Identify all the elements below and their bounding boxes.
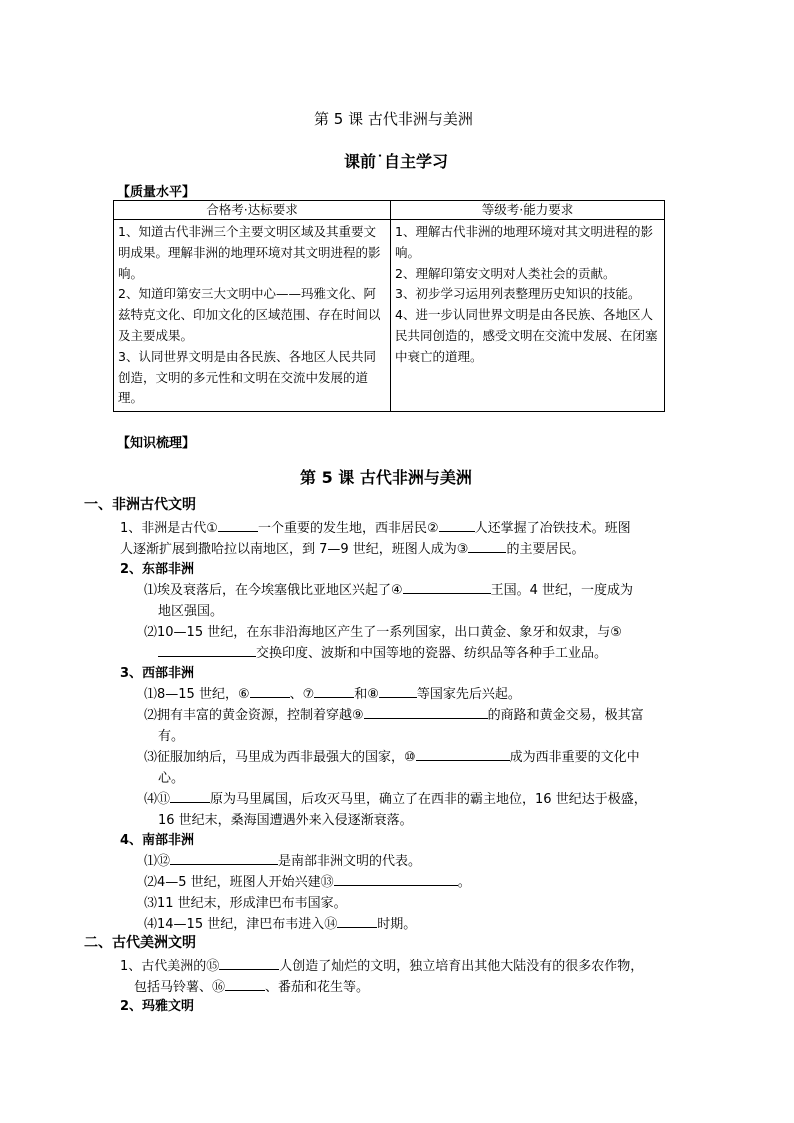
advanced-requirements-cell xyxy=(391,220,665,412)
advanced-item: 2、理解印第安文明对人类社会的贡献。 xyxy=(395,265,616,281)
lesson-title: 第 5 课 古代非洲与美洲 xyxy=(300,468,472,487)
west-item-4-line2: 16 世纪末，桑海国遭遇外来入侵逐渐衰落。 xyxy=(158,813,413,828)
basic-item: 3、认同世界文明是由各民族、各地区人民共同创造，文明的多元性和文明在交流中发展的道理。 xyxy=(118,348,376,406)
blank-11[interactable] xyxy=(170,789,210,803)
knowledge-label: 【知识梳理】 xyxy=(117,436,196,451)
advanced-item: 4、进一步认同世界文明是由各民族、各地区人民共同创造的，感受文明在交流中发展、在闭塞中衰亡的道理。 xyxy=(395,307,658,364)
blank-8[interactable] xyxy=(379,684,417,698)
quality-label: 【质量水平】 xyxy=(117,185,196,200)
south-item-2: ⑵4—5 世纪，班图人开始兴建⑬ 。 xyxy=(144,871,471,890)
africa-p1-line1: 1、非洲是古代① 一个重要的发生地，西非居民② 人还掌握了冶铁技术。班图 xyxy=(120,517,631,536)
south-item-1: ⑴⑫ 是南部非洲文明的代表。 xyxy=(144,850,421,869)
basic-requirements-cell xyxy=(114,220,391,412)
basic-item: 2、知道印第安三大文明中心——玛雅文化、阿兹特克文化、印加文化的区域范围、存在时间以及主要成果。 xyxy=(118,286,381,343)
requirements-table xyxy=(113,200,665,412)
africa-p1-line2: 人逐渐扩展到撒哈拉以南地区，到 7—9 世纪，班图人成为③ 的主要居民。 xyxy=(120,538,584,557)
west-item-4-line1: ⑷⑪ 原为马里属国，后攻灭马里，确立了在西非的霸主地位，16 世纪达于极盛， xyxy=(144,788,647,807)
blank-5[interactable] xyxy=(158,643,256,657)
blank-7[interactable] xyxy=(314,684,354,698)
west-item-2-line2: 有。 xyxy=(158,729,185,744)
blank-14[interactable] xyxy=(337,914,377,928)
east-item-2-line1: ⑵10—15 世纪，在东非沿海地区产生了一系列国家，出口黄金、象牙和奴隶，与⑤ xyxy=(144,625,622,640)
blank-12[interactable] xyxy=(170,851,278,865)
preclass-title: 课前˙自主学习 xyxy=(344,152,449,171)
south-item-3: ⑶11 世纪末，形成津巴布韦国家。 xyxy=(144,896,347,911)
table-header-advanced: 等级考·能力要求 xyxy=(391,201,665,220)
blank-4[interactable] xyxy=(403,580,491,594)
america-p1-line1: 1、古代美洲的⑮ 人创造了灿烂的文明，独立培育出其他大陆没有的很多农作物， xyxy=(120,955,643,974)
america-p1-line2: 包括马铃薯、⑯ 、番茄和花生等。 xyxy=(134,976,369,995)
maya-title: 2、玛雅文明 xyxy=(120,999,195,1014)
blank-13[interactable] xyxy=(334,872,458,886)
advanced-item: 1、理解古代非洲的地理环境对其文明进程的影响。 xyxy=(395,224,653,260)
basic-item: 1、知道古代非洲三个主要文明区域及其重要文明成果。理解非洲的地理环境对其文明进程的影响。 xyxy=(118,224,381,281)
blank-9[interactable] xyxy=(364,705,488,719)
east-item-1-line1: ⑴埃及衰落后，在今埃塞俄比亚地区兴起了④ 王国。4 世纪，一度成为 xyxy=(144,579,633,598)
blank-2[interactable] xyxy=(439,518,475,532)
advanced-item: 3、初步学习运用列表整理历史知识的技能。 xyxy=(395,286,641,302)
south-africa-title: 4、南部非洲 xyxy=(120,833,195,848)
blank-10[interactable] xyxy=(416,747,510,761)
table-header-basic: 合格考·达标要求 xyxy=(114,201,391,220)
blank-3[interactable] xyxy=(468,539,506,553)
blank-16[interactable] xyxy=(225,977,265,991)
west-item-1: ⑴8—15 世纪，⑥ 、⑦ 和⑧ 等国家先后兴起。 xyxy=(144,683,521,702)
east-item-1-line2: 地区强国。 xyxy=(158,604,224,619)
west-africa-title: 3、西部非洲 xyxy=(120,666,195,681)
west-item-3-line2: 心。 xyxy=(158,771,185,786)
blank-1[interactable] xyxy=(218,518,258,532)
east-item-2-line2: 交换印度、波斯和中国等地的瓷器、纺织品等各种手工业品。 xyxy=(158,642,607,661)
west-item-3-line1: ⑶征服加纳后，马里成为西非最强大的国家，⑩ 成为西非重要的文化中 xyxy=(144,746,640,765)
west-item-2-line1: ⑵拥有丰富的黄金资源，控制着穿越⑨ 的商路和黄金交易，极其富 xyxy=(144,704,644,723)
blank-6[interactable] xyxy=(250,684,290,698)
blank-15[interactable] xyxy=(219,956,279,970)
east-africa-title: 2、东部非洲 xyxy=(120,562,195,577)
south-item-4: ⑷14—15 世纪，津巴布韦进入⑭ 时期。 xyxy=(144,913,416,932)
section-america-title: 二、古代美洲文明 xyxy=(84,935,196,951)
doc-title: 第 5 课 古代非洲与美洲 xyxy=(314,110,473,128)
section-africa-title: 一、非洲古代文明 xyxy=(84,497,196,513)
